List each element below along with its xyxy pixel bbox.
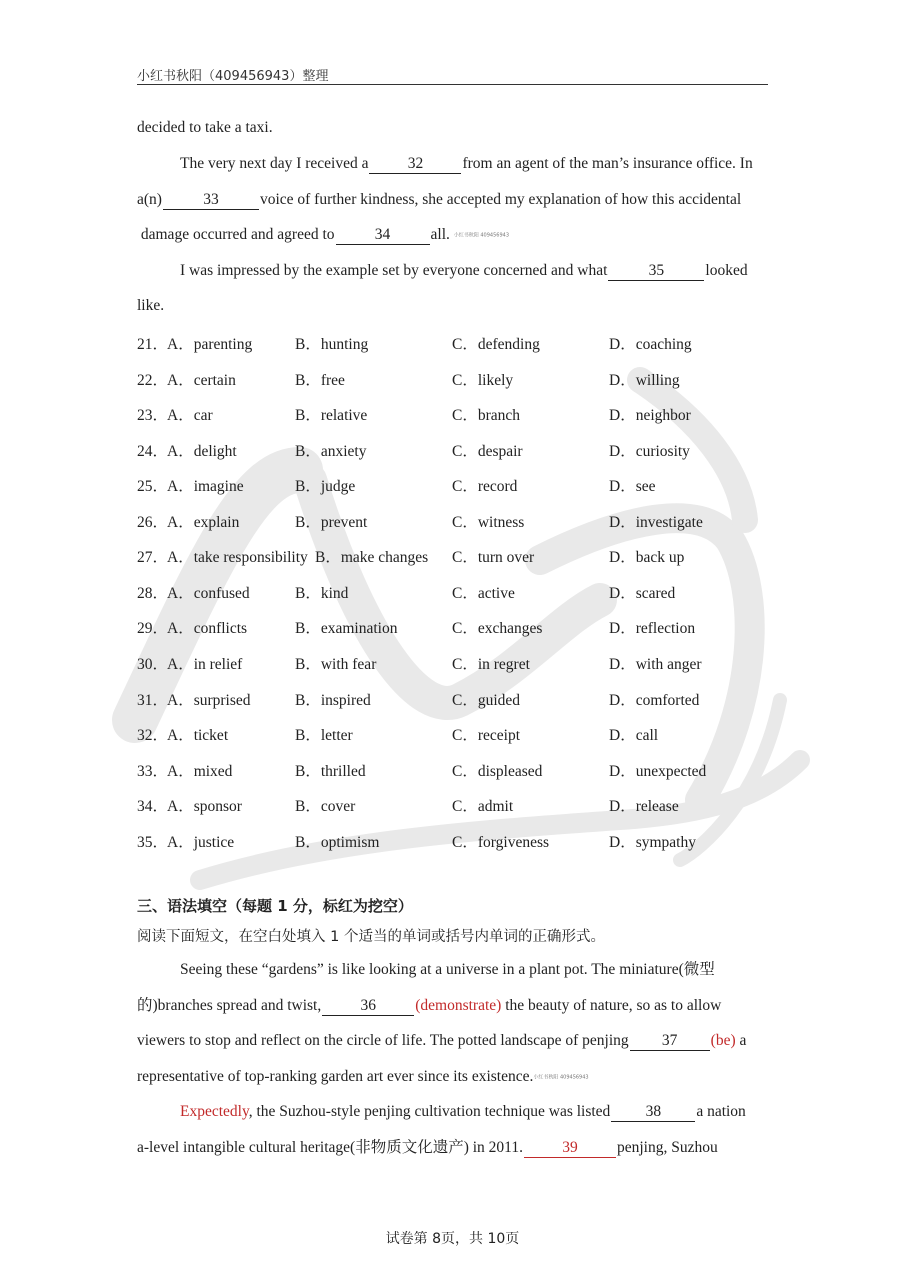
passage-line — [137, 225, 768, 245]
option-a[interactable]: A．in relief — [167, 656, 243, 673]
passage-text: a nation — [696, 1103, 746, 1120]
option-b[interactable]: B．cover — [295, 798, 356, 815]
question-row — [137, 688, 768, 710]
option-a[interactable]: A．parenting — [167, 336, 253, 353]
passage-line — [137, 960, 768, 980]
question-number: 23． — [137, 407, 169, 424]
option-a[interactable]: A．ticket — [167, 727, 229, 744]
question-number: 21． — [137, 336, 169, 353]
hint-word: (demonstrate) — [415, 997, 502, 1014]
option-b[interactable]: B．optimism — [295, 834, 380, 851]
passage-text: voice of further kindness, she accepted my explanation of how this accidental — [259, 191, 742, 208]
option-d[interactable]: D．reflection — [609, 620, 696, 637]
passage-line — [137, 296, 768, 316]
option-a[interactable]: A．surprised — [167, 692, 251, 709]
question-row — [137, 759, 768, 781]
option-d[interactable]: D．release — [609, 798, 679, 815]
option-b[interactable]: B．hunting — [295, 336, 369, 353]
section-instruction: 阅读下面短文，在空白处填入 1 个适当的单词或括号内单词的正确形式。 — [137, 929, 605, 945]
passage-line — [137, 1031, 768, 1051]
question-number: 30． — [137, 656, 169, 673]
passage-line — [137, 154, 768, 174]
question-number: 22． — [137, 372, 169, 389]
question-row — [137, 439, 768, 461]
question-row — [137, 723, 768, 745]
blank-33[interactable]: 33 — [163, 191, 259, 210]
passage-text: The very next day I received a — [180, 155, 369, 172]
red-keyword: Expectedly — [180, 1103, 249, 1120]
option-a[interactable]: A．justice — [167, 834, 235, 851]
question-row — [137, 510, 768, 532]
passage-text: Seeing these “gardens” is like looking at a universe in a plant pot. The miniature(微型 — [180, 961, 715, 978]
question-row — [137, 545, 768, 567]
option-c[interactable]: C．displeased — [452, 763, 543, 780]
passage-text: viewers to stop and reflect on the circle of life. The potted landscape of penjing — [137, 1032, 629, 1049]
option-c[interactable]: C．admit — [452, 798, 514, 815]
option-c[interactable]: C．record — [452, 478, 518, 495]
passage-text: from an agent of the man’s insurance office. In — [462, 155, 753, 172]
passage-text: penjing, Suzhou — [616, 1139, 718, 1156]
option-a[interactable]: A．car — [167, 407, 213, 424]
question-row — [137, 581, 768, 603]
question-number: 32． — [137, 727, 169, 744]
option-b[interactable]: B．prevent — [295, 514, 368, 531]
passage-text: looked — [705, 262, 748, 279]
question-row — [137, 368, 768, 390]
option-a[interactable]: A．conflicts — [167, 620, 248, 637]
question-number: 31． — [137, 692, 169, 709]
option-d[interactable]: D．with anger — [609, 656, 702, 673]
option-b[interactable]: B．kind — [295, 585, 349, 602]
option-d[interactable]: D．neighbor — [609, 407, 691, 424]
option-c[interactable]: C．defending — [452, 336, 540, 353]
question-row — [137, 616, 768, 638]
option-d[interactable]: D．unexpected — [609, 763, 707, 780]
option-d[interactable]: D．coaching — [609, 336, 692, 353]
question-row — [137, 403, 768, 425]
passage-text: decided to take a taxi. — [137, 119, 273, 136]
option-b[interactable]: B．judge — [295, 478, 356, 495]
option-d[interactable]: D．willing — [609, 372, 680, 389]
option-d[interactable]: D．comforted — [609, 692, 700, 709]
option-a[interactable]: A．explain — [167, 514, 240, 531]
question-number: 24． — [137, 443, 169, 460]
blank-32[interactable]: 32 — [369, 155, 461, 174]
option-a[interactable]: A．take responsibility — [167, 549, 308, 566]
option-c[interactable]: C．forgiveness — [452, 834, 550, 851]
blank-34[interactable]: 34 — [336, 226, 430, 245]
passage-line — [137, 261, 768, 281]
option-a[interactable]: A．imagine — [167, 478, 244, 495]
option-c[interactable]: C．guided — [452, 692, 521, 709]
passage-text: , the Suzhou-style penjing cultivation technique was listed — [248, 1103, 611, 1120]
option-d[interactable]: D．sympathy — [609, 834, 696, 851]
question-number: 29． — [137, 620, 169, 637]
question-number: 34． — [137, 798, 169, 815]
option-c[interactable]: C．in regret — [452, 656, 530, 673]
option-c[interactable]: C．witness — [452, 514, 525, 531]
option-a[interactable]: A．delight — [167, 443, 237, 460]
option-a[interactable]: A．mixed — [167, 763, 233, 780]
blank-37[interactable]: 37 — [630, 1032, 710, 1051]
passage-text: representative of top-ranking garden art ever since its existence. — [137, 1068, 534, 1085]
option-b[interactable]: B．with fear — [295, 656, 377, 673]
passage-line — [137, 1138, 768, 1158]
option-a[interactable]: A．sponsor — [167, 798, 242, 815]
option-b[interactable]: B．inspired — [295, 692, 371, 709]
question-number: 28． — [137, 585, 169, 602]
option-d[interactable]: D．investigate — [609, 514, 703, 531]
passage-text: all. — [430, 226, 450, 243]
page-header — [137, 62, 768, 85]
blank-39[interactable]: 39 — [524, 1139, 616, 1158]
question-number: 35． — [137, 834, 169, 851]
passage-line — [137, 996, 768, 1016]
tiny-watermark-text: 小红书秋阳 409456943 — [453, 232, 510, 239]
option-b[interactable]: B．thrilled — [295, 763, 366, 780]
option-a[interactable]: A．certain — [167, 372, 236, 389]
blank-36[interactable]: 36 — [322, 997, 414, 1016]
option-b[interactable]: B．make changes — [315, 549, 429, 566]
blank-38[interactable]: 38 — [611, 1103, 695, 1122]
passage-line — [137, 1102, 768, 1122]
blank-35[interactable]: 35 — [608, 262, 704, 281]
passage-text: a — [739, 1032, 747, 1049]
question-row — [137, 830, 768, 852]
option-d[interactable]: D．curiosity — [609, 443, 690, 460]
question-number: 26． — [137, 514, 169, 531]
passage-text: a-level intangible cultural heritage(非物质文化遗产) in 2011. — [137, 1139, 523, 1156]
section-title: 三、语法填空（每题 1 分，标红为挖空） — [137, 897, 413, 915]
option-d[interactable]: D．back up — [609, 549, 685, 566]
passage-text: like. — [137, 297, 165, 314]
question-row — [137, 474, 768, 496]
option-c[interactable]: C．turn over — [452, 549, 535, 566]
hint-word: (be) — [710, 1032, 736, 1049]
option-c[interactable]: C．likely — [452, 372, 514, 389]
question-number: 33． — [137, 763, 169, 780]
option-d[interactable]: D．see — [609, 478, 656, 495]
option-b[interactable]: B．anxiety — [295, 443, 367, 460]
tiny-watermark-text: 小红书秋阳 409456943 — [533, 1074, 589, 1081]
option-b[interactable]: B．examination — [295, 620, 398, 637]
passage-line — [137, 118, 768, 138]
passage-line — [137, 1067, 768, 1087]
option-d[interactable]: D．call — [609, 727, 659, 744]
option-b[interactable]: B．letter — [295, 727, 353, 744]
passage-text: 的)branches spread and twist, — [137, 997, 322, 1014]
page-footer: 试卷第 8页，共 10页 — [385, 1231, 520, 1247]
question-row — [137, 794, 768, 816]
question-row — [137, 332, 768, 354]
option-c[interactable]: C．branch — [452, 407, 521, 424]
option-c[interactable]: C．exchanges — [452, 620, 543, 637]
option-c[interactable]: C．despair — [452, 443, 523, 460]
option-d[interactable]: D．scared — [609, 585, 676, 602]
option-c[interactable]: C．active — [452, 585, 515, 602]
option-b[interactable]: B．relative — [295, 407, 368, 424]
passage-text: a(n) — [137, 191, 162, 208]
passage-text: the beauty of nature, so as to allow — [505, 997, 722, 1014]
question-number: 25． — [137, 478, 169, 495]
question-number: 27． — [137, 549, 169, 566]
option-c[interactable]: C．receipt — [452, 727, 521, 744]
question-row — [137, 652, 768, 674]
passage-line — [137, 190, 768, 210]
option-b[interactable]: B．free — [295, 372, 345, 389]
passage-text: I was impressed by the example set by everyone concerned and what — [180, 262, 608, 279]
header-text: 小红书秋阳（409456943）整理 — [137, 69, 329, 84]
option-a[interactable]: A．confused — [167, 585, 250, 602]
passage-text: damage occurred and agreed to — [140, 226, 335, 243]
